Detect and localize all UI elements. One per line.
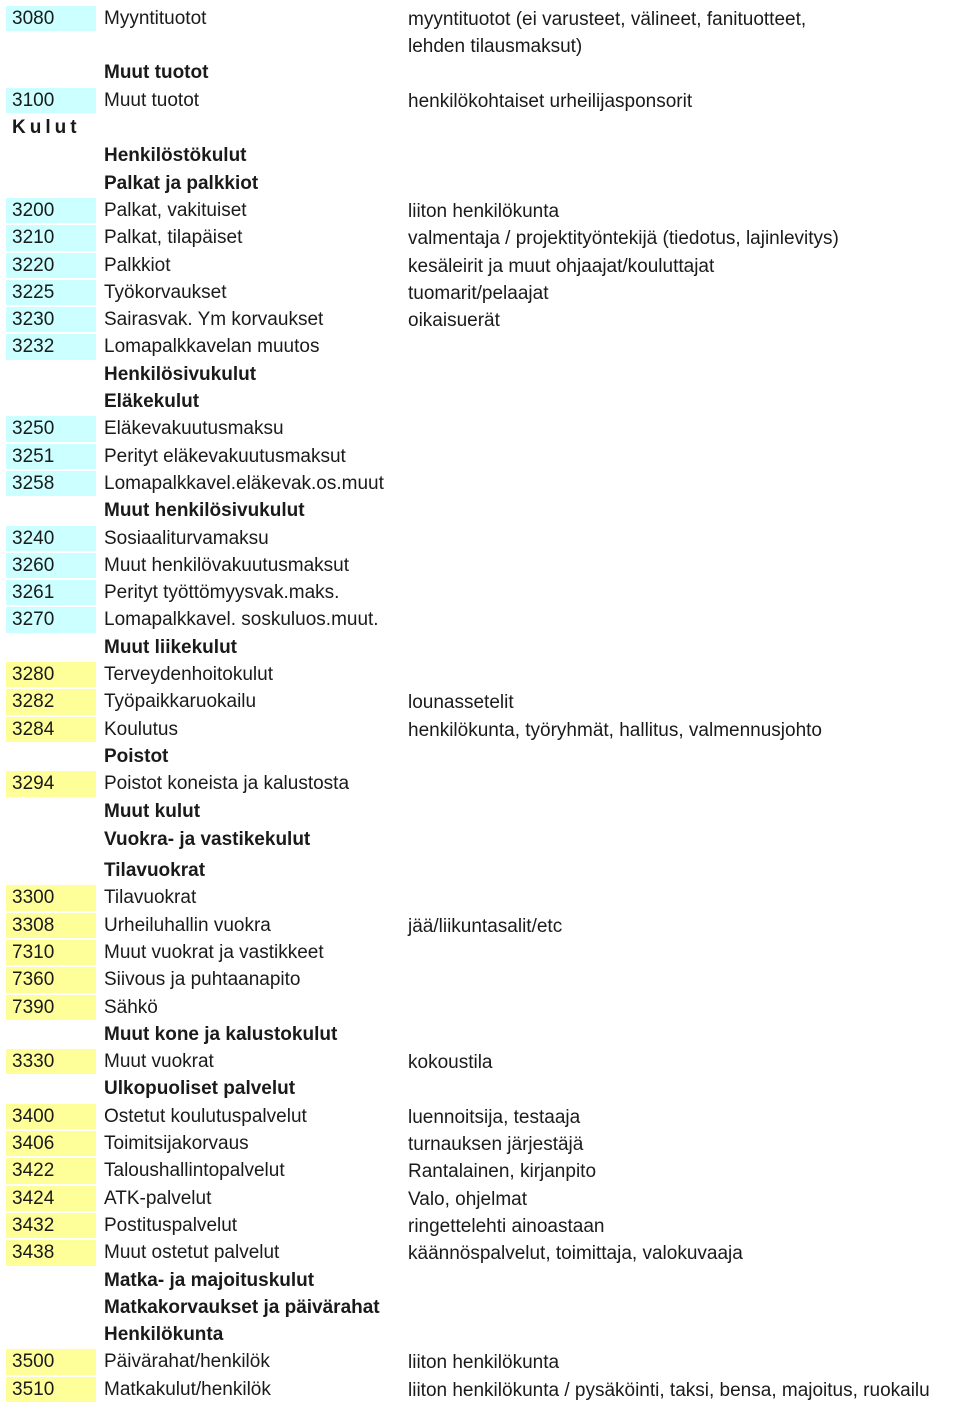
group-heading-row <box>0 1322 960 1349</box>
account-code: 3330 <box>6 1049 96 1074</box>
account-code: 3438 <box>6 1240 96 1265</box>
group-heading-row <box>0 389 960 416</box>
account-row <box>0 771 960 798</box>
account-description: kokoustila <box>408 1052 493 1074</box>
account-name: Koulutus <box>104 718 178 740</box>
account-name: Taloushallintopalvelut <box>104 1160 285 1182</box>
account-description: myyntituotot (ei varusteet, välineet, fanituotteet, <box>408 9 807 30</box>
group-heading: Tilavuokrat <box>104 860 206 882</box>
account-name: Postituspalvelut <box>104 1214 238 1236</box>
account-row <box>0 553 960 580</box>
group-heading-row <box>0 635 960 662</box>
account-code: 7390 <box>6 995 96 1020</box>
account-description: lehden tilausmaksut) <box>408 36 583 58</box>
account-name: Eläkevakuutusmaksu <box>104 418 284 440</box>
account-code: 3294 <box>6 771 96 796</box>
account-name: Matkakulut/henkilök <box>104 1378 271 1400</box>
group-heading: Muut liikekulut <box>104 636 237 658</box>
group-heading: Henkilösivukulut <box>104 363 257 385</box>
group-heading: Matka- ja majoituskulut <box>104 1269 315 1291</box>
account-code: 3500 <box>6 1349 96 1374</box>
account-description: luennoitsija, testaaja <box>408 1106 581 1128</box>
account-row <box>0 198 960 225</box>
group-heading: Poistot <box>104 745 169 767</box>
account-name: Tilavuokrat <box>104 887 197 909</box>
account-row <box>0 253 960 280</box>
account-description: käännöspalvelut, toimittaja, valokuvaaja <box>408 1243 743 1265</box>
account-row <box>0 280 960 307</box>
group-heading: Muut kulut <box>104 800 201 822</box>
account-code: 3282 <box>6 689 96 714</box>
account-code: 3280 <box>6 662 96 687</box>
account-name: Poistot koneista ja kalustosta <box>104 773 350 795</box>
account-code: 3080 <box>6 6 96 31</box>
account-name: Muut vuokrat <box>104 1051 214 1073</box>
account-code: 3210 <box>6 225 96 250</box>
account-name: Ostetut koulutuspalvelut <box>104 1105 307 1127</box>
account-row <box>0 662 960 689</box>
account-name: Terveydenhoitokulut <box>104 664 273 686</box>
account-row <box>0 1213 960 1240</box>
account-description: liiton henkilökunta / pysäköinti, taksi, bensa, majoitus, ruokailu <box>408 1379 930 1401</box>
account-code: 3232 <box>6 334 96 359</box>
account-row <box>0 689 960 716</box>
group-heading-row <box>0 799 960 827</box>
account-code: 3400 <box>6 1104 96 1129</box>
account-row <box>0 1240 960 1267</box>
account-name: Muut ostetut palvelut <box>104 1242 280 1264</box>
account-code: 3225 <box>6 280 96 305</box>
account-row <box>0 1104 960 1131</box>
account-row <box>0 995 960 1022</box>
group-heading: Ulkopuoliset palvelut <box>104 1078 296 1100</box>
group-heading-row <box>0 143 960 170</box>
account-row <box>0 717 960 744</box>
account-description: valmentaja / projektityöntekijä (tiedotus, lajinlevitys) <box>408 228 839 250</box>
account-description: henkilökohtaiset urheilijasponsorit <box>408 90 693 112</box>
group-heading-row <box>0 1295 960 1322</box>
account-name: Päivärahat/henkilök <box>104 1351 270 1373</box>
account-name: Myyntituotot <box>104 8 207 29</box>
account-name: Perityt työttömyysvak.maks. <box>104 582 340 604</box>
account-row <box>0 1377 960 1404</box>
account-description: kesäleirit ja muut ohjaajat/kouluttajat <box>408 255 715 277</box>
account-code: 3220 <box>6 253 96 278</box>
account-code: 3284 <box>6 717 96 742</box>
account-code: 3510 <box>6 1377 96 1402</box>
account-row <box>0 1186 960 1213</box>
group-heading-row <box>0 744 960 771</box>
account-code: 3258 <box>6 471 96 496</box>
account-code: 3251 <box>6 444 96 469</box>
account-name: Toimitsijakorvaus <box>104 1133 249 1155</box>
group-heading: Matkakorvaukset ja päivärahat <box>104 1296 380 1318</box>
group-heading-row <box>0 1268 960 1295</box>
account-code: 7310 <box>6 940 96 965</box>
account-row <box>0 940 960 967</box>
group-heading-row <box>0 60 960 87</box>
account-name: Palkat, vakituiset <box>104 199 247 221</box>
continuation-row <box>0 33 960 60</box>
group-heading: Vuokra- ja vastikekulut <box>104 828 311 850</box>
account-name: Työpaikkaruokailu <box>104 691 257 713</box>
account-name: Lomapalkkavel. soskuluos.muut. <box>104 609 379 631</box>
account-row <box>0 471 960 498</box>
section-title: Kulut <box>12 116 81 138</box>
account-description: lounassetelit <box>408 692 514 714</box>
account-code: 3261 <box>6 580 96 605</box>
account-description: turnauksen järjestäjä <box>408 1134 584 1156</box>
group-heading: Henkilöstökulut <box>104 145 247 167</box>
account-name: Lomapalkkavel.eläkevak.os.muut <box>104 472 384 494</box>
account-code: 3100 <box>6 88 96 113</box>
account-name: ATK-palvelut <box>104 1187 212 1209</box>
account-code: 3250 <box>6 416 96 441</box>
account-row <box>0 444 960 471</box>
account-name: Muut henkilövakuutusmaksut <box>104 554 350 576</box>
account-name: Työkorvaukset <box>104 281 227 303</box>
account-description: henkilökunta, työryhmät, hallitus, valmennusjohto <box>408 719 823 741</box>
group-heading-row <box>0 362 960 389</box>
account-description: Valo, ohjelmat <box>408 1188 527 1210</box>
account-description: jää/liikuntasalit/etc <box>408 915 563 937</box>
account-description: tuomarit/pelaajat <box>408 282 549 304</box>
account-code: 3200 <box>6 198 96 223</box>
account-row <box>0 88 960 115</box>
account-row <box>0 526 960 553</box>
account-row <box>0 1158 960 1185</box>
group-heading: Palkat ja palkkiot <box>104 172 259 194</box>
account-code: 3270 <box>6 607 96 632</box>
account-name: Urheiluhallin vuokra <box>104 914 271 936</box>
account-list <box>0 6 960 1404</box>
group-heading-row <box>0 171 960 198</box>
account-code: 3230 <box>6 307 96 332</box>
group-heading: Muut henkilösivukulut <box>104 500 305 522</box>
account-row <box>0 967 960 994</box>
group-heading-row <box>0 1022 960 1049</box>
account-row <box>0 1131 960 1158</box>
account-code: 3424 <box>6 1186 96 1211</box>
account-row <box>0 6 960 33</box>
account-name: Lomapalkkavelan muutos <box>104 336 320 358</box>
account-name: Sosiaaliturvamaksu <box>104 527 269 549</box>
account-code: 3432 <box>6 1213 96 1238</box>
account-description: Rantalainen, kirjanpito <box>408 1161 597 1183</box>
account-name: Sairasvak. Ym korvaukset <box>104 309 324 331</box>
account-row <box>0 334 960 361</box>
account-name: Palkat, tilapäiset <box>104 227 243 249</box>
account-row <box>0 225 960 252</box>
section-row <box>0 115 960 144</box>
account-row <box>0 1349 960 1376</box>
account-code: 3260 <box>6 553 96 578</box>
account-row <box>0 307 960 334</box>
account-code: 3240 <box>6 526 96 551</box>
group-heading: Henkilökunta <box>104 1324 224 1346</box>
account-code: 3422 <box>6 1158 96 1183</box>
account-code: 3300 <box>6 885 96 910</box>
account-name: Muut tuotot <box>104 89 200 111</box>
group-heading: Muut kone ja kalustokulut <box>104 1023 338 1045</box>
account-row <box>0 607 960 634</box>
account-code: 7360 <box>6 967 96 992</box>
account-name: Palkkiot <box>104 254 171 276</box>
group-heading-row <box>0 1076 960 1103</box>
account-code: 3406 <box>6 1131 96 1156</box>
account-description: liiton henkilökunta <box>408 1352 560 1374</box>
group-heading: Eläkekulut <box>104 391 200 413</box>
account-row <box>0 416 960 443</box>
account-description: liiton henkilökunta <box>408 200 560 222</box>
account-row <box>0 885 960 912</box>
group-heading: Muut tuotot <box>104 62 209 84</box>
account-name: Siivous ja puhtaanapito <box>104 969 301 991</box>
account-code: 3308 <box>6 913 96 938</box>
account-description: ringettelehti ainoastaan <box>408 1215 605 1237</box>
account-name: Sähkö <box>104 996 158 1018</box>
account-name: Muut vuokrat ja vastikkeet <box>104 942 324 963</box>
account-description: oikaisuerät <box>408 310 500 332</box>
account-row <box>0 1049 960 1076</box>
account-row <box>0 913 960 940</box>
account-row <box>0 580 960 607</box>
group-heading-row <box>0 827 960 858</box>
group-heading-row <box>0 858 960 885</box>
group-heading-row <box>0 498 960 525</box>
account-name: Perityt eläkevakuutusmaksut <box>104 445 346 467</box>
